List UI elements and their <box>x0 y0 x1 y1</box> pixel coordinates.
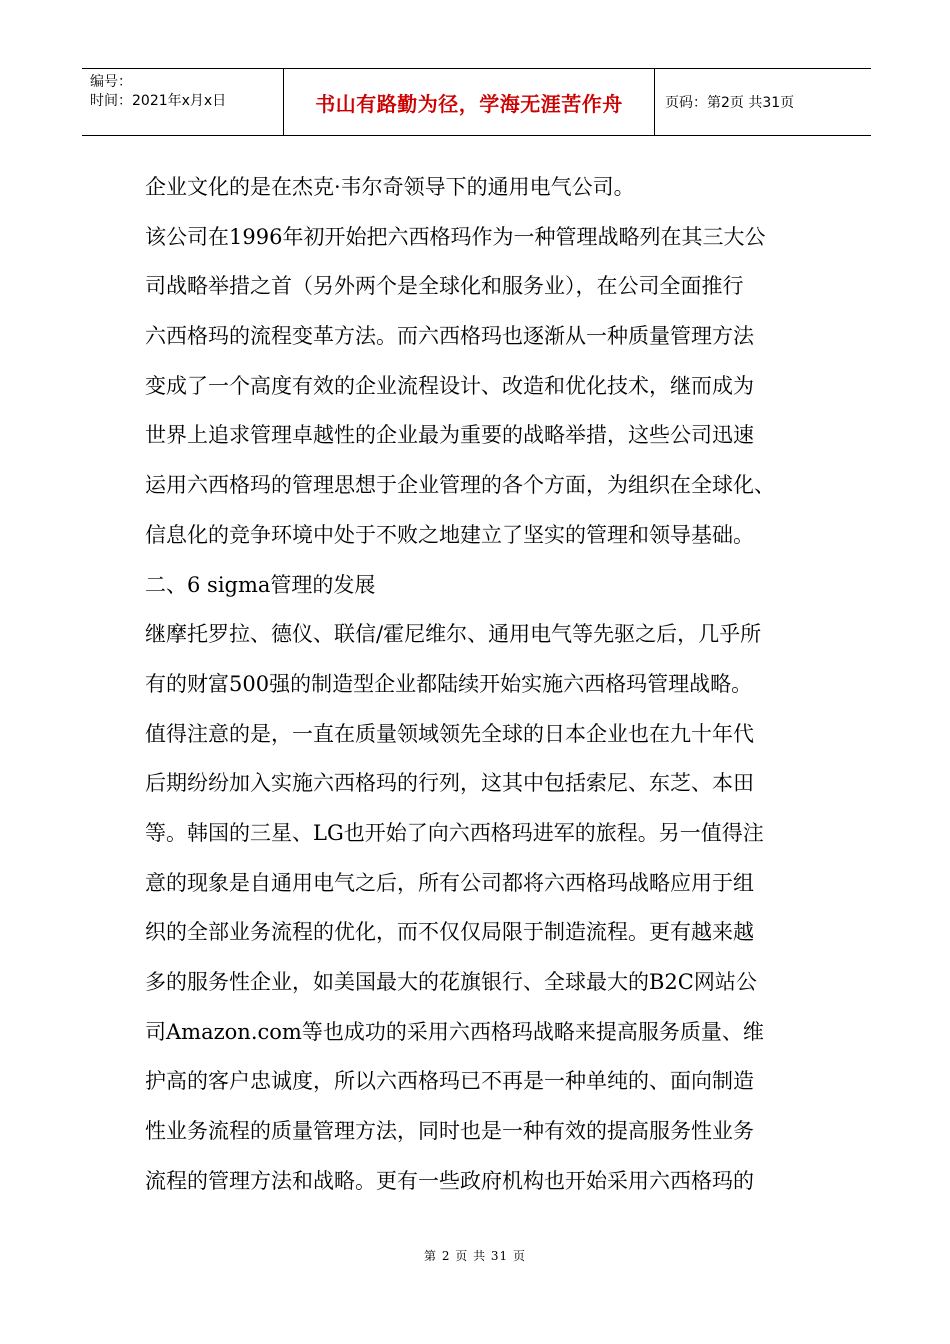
body-line: 六西格玛的流程变革方法。而六西格玛也逐渐从一种质量管理方法 <box>145 324 754 349</box>
date-label: 时间：2021年x月x日 <box>90 93 227 109</box>
body-line: 信息化的竞争环境中处于不败之地建立了坚实的管理和领导基础。 <box>145 522 754 547</box>
body-line: 世界上追求管理卓越性的企业最为重要的战略举措，这些公司迅速 <box>145 423 754 448</box>
page-footer <box>0 1247 950 1264</box>
header-page-info <box>655 69 871 135</box>
body-line: 继摩托罗拉、德仪、联信/霍尼维尔、通用电气等先驱之后，几乎所 <box>145 622 762 647</box>
body-line: 护高的客户忠诚度，所以六西格玛已不再是一种单纯的、面向制造 <box>145 1069 754 1094</box>
page-info-text: 页码：第2页 共31页 <box>665 95 795 111</box>
serial-number-label: 编号： <box>90 74 132 90</box>
document-body <box>145 163 825 1206</box>
body-line: 流程的管理方法和战略。更有一些政府机构也开始采用六西格玛的 <box>145 1168 754 1193</box>
body-line: 司Amazon.com等也成功的采用六西格玛战略来提高服务质量、维 <box>145 1019 764 1044</box>
body-line: 运用六西格玛的管理思想于企业管理的各个方面，为组织在全球化、 <box>145 473 775 498</box>
body-line: 变成了一个高度有效的企业流程设计、改造和优化技术，继而成为 <box>145 373 754 398</box>
header-meta <box>82 69 283 135</box>
body-line: 织的全部业务流程的优化，而不仅仅局限于制造流程。更有越来越 <box>145 920 754 945</box>
body-line: 后期纷纷加入实施六西格玛的行列，这其中包括索尼、东芝、本田 <box>145 771 754 796</box>
body-line: 性业务流程的质量管理方法，同时也是一种有效的提高服务性业务 <box>145 1119 754 1144</box>
body-line: 意的现象是自通用电气之后，所有公司都将六西格玛战略应用于组 <box>145 870 754 895</box>
header-motto: 书山有路勤为径，学海无涯苦作舟 <box>315 91 623 116</box>
body-line: 有的财富500强的制造型企业都陆续开始实施六西格玛管理战略。 <box>145 671 753 696</box>
body-line: 该公司在1996年初开始把六西格玛作为一种管理战略列在其三大公 <box>145 224 766 249</box>
body-line: 司战略举措之首（另外两个是全球化和服务业），在公司全面推行 <box>145 274 744 299</box>
body-line: 多的服务性企业，如美国最大的花旗银行、全球最大的B2C网站公 <box>145 970 757 994</box>
body-line: 等。韩国的三星、LG也开始了向六西格玛进军的旅程。另一值得注 <box>145 820 764 845</box>
header-motto-cell <box>283 69 655 135</box>
page-header <box>82 68 871 136</box>
footer-page-number: 第 2 页 共 31 页 <box>424 1249 526 1263</box>
section-heading: 二、6 sigma管理的发展 <box>145 572 376 597</box>
body-line: 企业文化的是在杰克·韦尔奇领导下的通用电气公司。 <box>145 175 635 199</box>
body-line: 值得注意的是，一直在质量领域领先全球的日本企业也在九十年代 <box>145 721 754 746</box>
